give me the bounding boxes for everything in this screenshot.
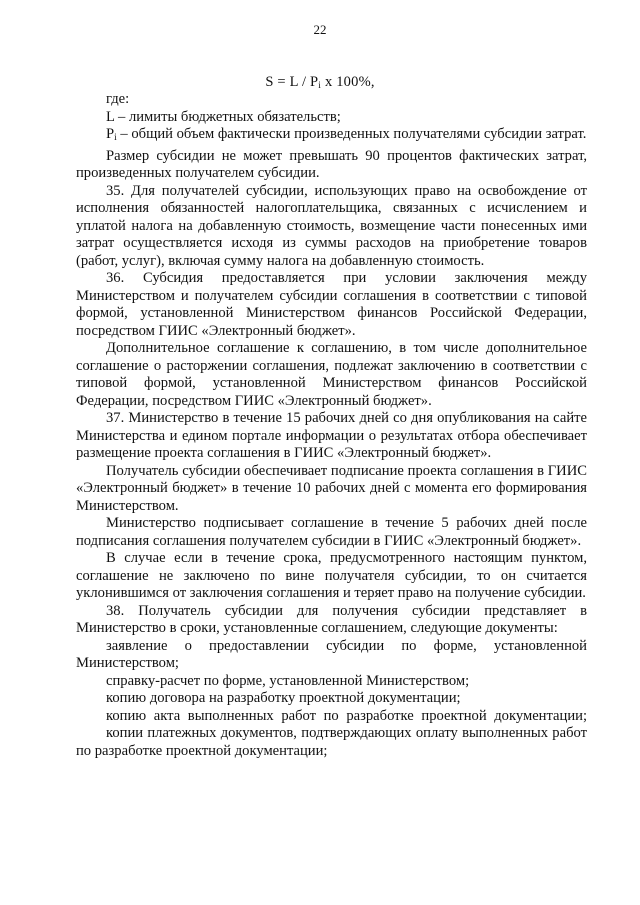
paragraph: справку-расчет по форме, установленной Министерством; [106, 672, 470, 689]
paragraph: Дополнительное соглашение к соглашению, в том числе дополнительное соглашение о расторжении соглашения, подлежат заключению в соответствии с типовой формой, установленной Министерством финансов Российской Федерации, посредством ГИИС «Электронный бюджет». [76, 340, 587, 409]
paragraph [76, 126, 587, 148]
page-number: 22 [313, 22, 327, 37]
paragraph: заявление о предоставлении субсидии по форме, установленной Министерством; [76, 637, 587, 671]
paragraph-subscript: i [114, 133, 117, 143]
paragraph: 36. Субсидия предоставляется при условии заключения между Министерством и получателем субсидии соглашения в соответствии с типовой формой, установленной Министерством финансов Российской Федерации, посредством ГИИС «Электронный бюджет». [76, 270, 587, 339]
formula-right: x 100%, [321, 74, 375, 90]
paragraph: В случае если в течение срока, предусмотренного настоящим пунктом, соглашение не заключено по вине получателя субсидии, то он считается уклонившимся от заключения соглашения и теряет право на получение субсидии. [76, 550, 587, 601]
paragraph-text: – общий объем фактически произведенных получателями субсидии затрат. [116, 126, 587, 142]
paragraph: Министерство подписывает соглашение в течение 5 рабочих дней после подписания соглашения получателем субсидии в ГИИС «Электронный бюджет». [76, 515, 587, 549]
formula [0, 74, 640, 91]
paragraph: Получатель субсидии обеспечивает подписание проекта соглашения в ГИИС «Электронный бюджет» в течение 10 рабочих дней с момента его формирования Министерством. [76, 462, 587, 514]
paragraph: 38. Получатель субсидии для получения субсидии представляет в Министерство в сроки, установленные соглашением, следующие документы: [76, 602, 587, 636]
paragraph: копии платежных документов, подтверждающих оплату выполненных работ по разработке проектной документации; [76, 725, 587, 759]
paragraph: где: [106, 91, 130, 107]
paragraph: 37. Министерство в течение 15 рабочих дней со дня опубликования на сайте Министерства и едином портале информации о результатах отбора обеспечивает размещение проекта соглашения в ГИИС «Электронный бюджет». [76, 410, 587, 461]
formula-subscript: i [318, 81, 322, 91]
paragraph: копию акта выполненных работ по разработке проектной документации; [106, 707, 587, 724]
paragraph: 35. Для получателей субсидии, использующих право на освобождение от исполнения обязанностей налогоплательщика, связанных с исчислением и уплатой налога на добавленную стоимость, возмещение части понесенных ими затрат осуществляется исходя из суммы расходов на приобретение товаров (работ, услуг), включая сумму налога на добавленную стоимость. [76, 182, 587, 269]
paragraph-prefix: P [106, 126, 115, 142]
paragraph: Размер субсидии не может превышать 90 процентов фактических затрат, произведенных получателем субсидии. [76, 147, 587, 181]
body-text [76, 91, 587, 760]
paragraph: копию договора на разработку проектной документации; [106, 690, 461, 706]
formula-left: S = L / P [265, 74, 319, 90]
paragraph: L – лимиты бюджетных обязательств; [106, 108, 341, 125]
